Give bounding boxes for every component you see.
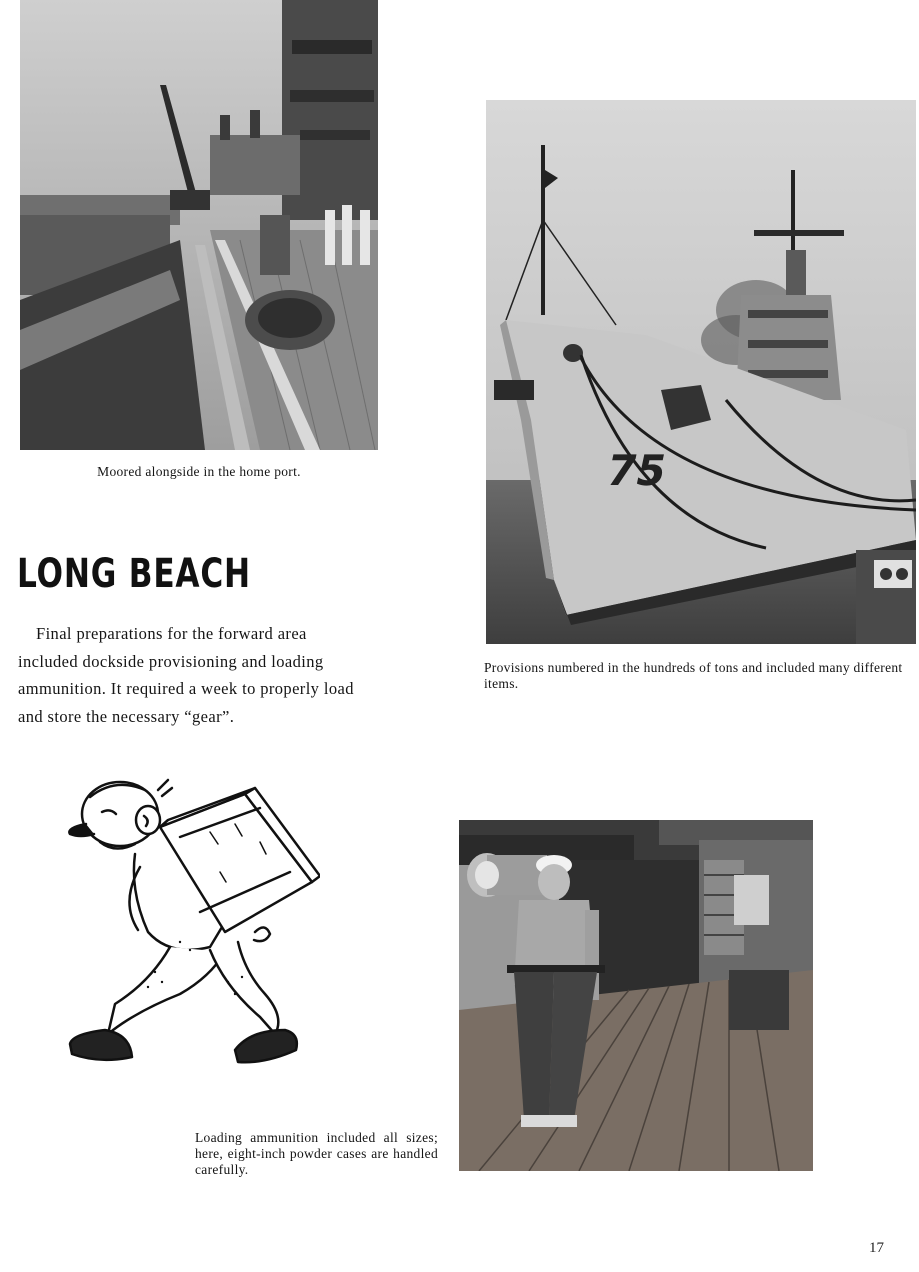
- body-paragraph: Final preparations for the forward area included dockside provisioning and loading ammunition. It required a week to properly load and store the necessary “gear”.: [18, 624, 354, 726]
- cartoon-sailor-carrying-crate-icon: [60, 772, 320, 1074]
- photo-loading-ammunition: [459, 820, 813, 1171]
- ship-hull-number: 75: [601, 447, 671, 496]
- photo-ship-bow: [486, 100, 916, 644]
- caption-ammunition: Loading ammunition included all sizes; here, eight-inch powder cases are handled carefully.: [195, 1130, 438, 1177]
- caption-moored: Moored alongside in the home port.: [97, 464, 301, 479]
- page-title: LONG BEACH: [17, 551, 251, 597]
- photo-deck-moored: [20, 0, 378, 450]
- page-number: 17: [869, 1240, 884, 1256]
- caption-provisions: Provisions numbered in the hundreds of tons and included many different items.: [484, 660, 903, 691]
